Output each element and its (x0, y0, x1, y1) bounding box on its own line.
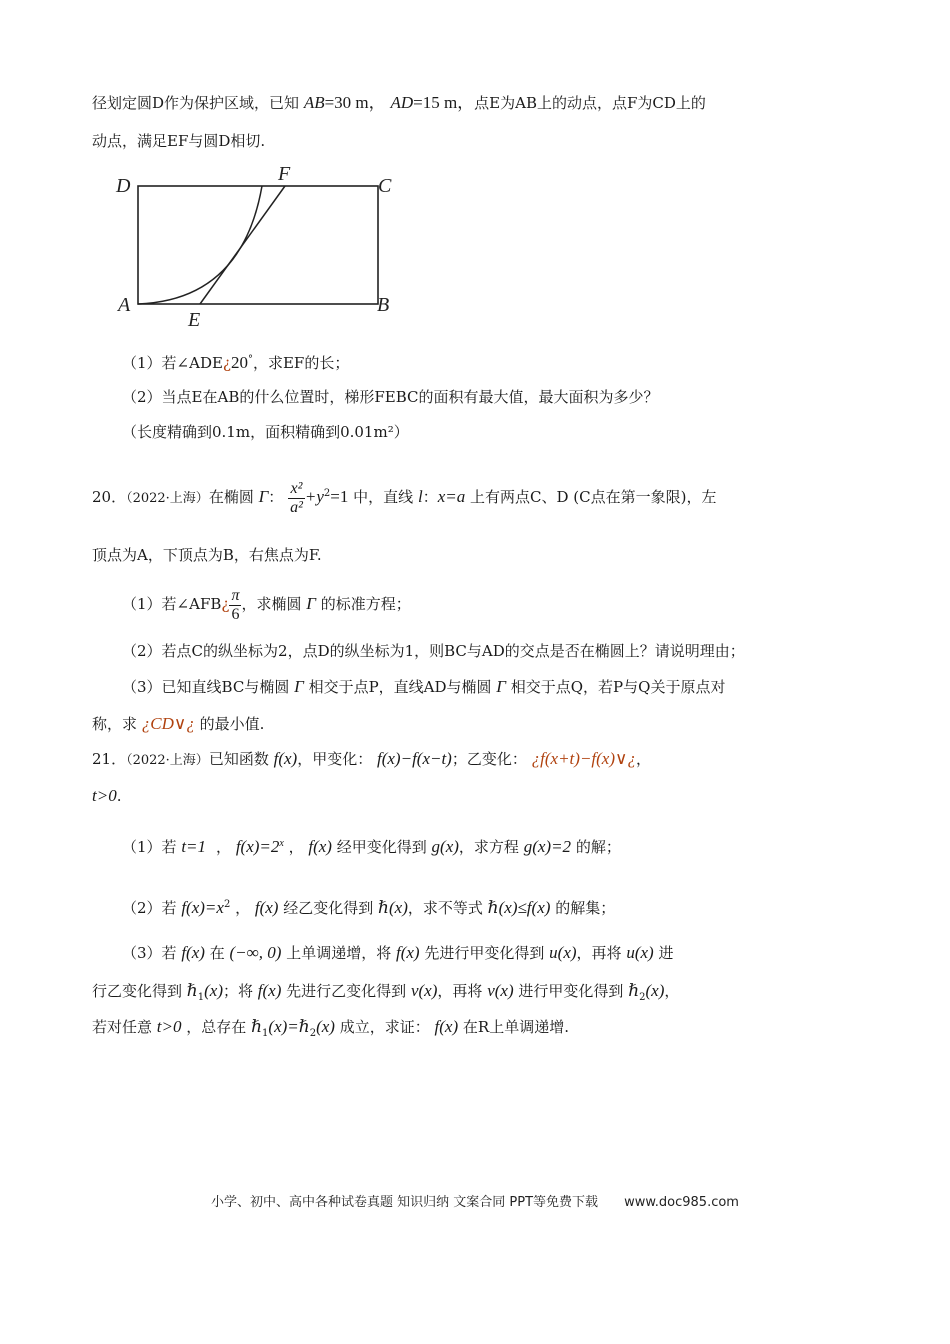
q21-part3-line3: 若对任意 t>0 ，总存在 ℏ$_1$(x)=ℏ$_2$(x) 成立，求证： f(x) 在R上单调递增. (92, 1017, 569, 1039)
label-d: D (116, 175, 131, 197)
q19-intro-line1: 径划定圆D作为保护区域，已知 AB=30 m， AD=15 m，点E为AB上的动点，点F为CD上的 (92, 93, 706, 112)
q21-part3-line2: 行乙变化得到 ℏ$_1$(x)；将 f(x) 先进行乙变化得到 v(x)，再将 v(x) 进行甲变化得到 ℏ$_2$(x)， (92, 981, 680, 1003)
q19-part3: （长度精确到0.1m，面积精确到0.01m²） (122, 423, 409, 441)
q21-part2: （2）若 $f(x)=x^2$ ， f(x) 经乙变化得到 ℏ(x)，求不等式 ℏ(x)≤f(x) 的解集； (122, 898, 616, 917)
label-f: F (278, 163, 291, 185)
q21-part1: （1）若 t=1 ， $f(x)=2^x$ ， f(x) 经甲变化得到 g(x)，求方程 g(x)=2 的解； (122, 837, 621, 856)
footer-text: 小学、初中、高中各种试卷真题 知识归纳 文案合同 PPT等免费下载 (211, 1195, 599, 1210)
page-footer (0, 1191, 950, 1210)
ab-label: AB (303, 93, 325, 112)
q20-stem-line2: 顶点为A，下顶点为B，右焦点为F. (92, 546, 322, 564)
q20-stem-line1: 20．（2022·上海）在椭圆 Γ： $\frac{\text{x²}}{\text{a²}}$ $+y^2=1$ 中，直线 l：x=a 上有两点C、D (C点在第一象限)，左 (92, 479, 717, 516)
tangent-line-ef (200, 186, 285, 304)
label-c: C (378, 175, 392, 197)
q19-part1: （1）若∠ADE¿20°，求EF的长； (122, 353, 350, 372)
pi-over-6-fraction: $\frac{\pi}{6}$ (231, 586, 240, 623)
q20-part3-line1: （3）已知直线BC与椭圆 Γ 相交于点P，直线AD与椭圆 Γ 相交于点Q，若P与Q关于原点对 (122, 677, 726, 696)
q21-stem-line2: t>0. (92, 786, 122, 805)
ad-label: AD (390, 93, 414, 112)
q20-part1: （1）若∠AFB¿ $\frac{\pi}{6}$ ，求椭圆 Γ 的标准方程； (122, 586, 411, 623)
rectangle-figure (112, 160, 412, 330)
label-e: E (188, 309, 201, 330)
label-a: A (118, 294, 131, 316)
q20-part2: （2）若点C的纵坐标为2，点D的纵坐标为1，则BC与AD的交点是否在椭圆上？请说明理由； (122, 642, 745, 660)
ellipse-fraction: $\frac{\text{x²}}{\text{a²}}$ (290, 479, 303, 516)
q20-part3-line2: 称，求 ¿CD∨¿ 的最小值. (92, 714, 265, 733)
footer-site-link[interactable]: www.doc985.com (624, 1195, 739, 1210)
q19-part2: （2）当点E在AB的什么位置时，梯形FEBC的面积有最大值，最大面积为多少？ (122, 388, 659, 406)
q21-stem-line1: 21．（2022·上海）已知函数 f(x)，甲变化： f(x)−f(x−t)；乙变化： ¿f(x+t)−f(x)∨¿， (92, 749, 651, 768)
label-b: B (377, 294, 390, 316)
q21-part3-line1: （3）若 f(x) 在 (−∞, 0) 上单调递增，将 f(x) 先进行甲变化得到 u(x)，再将 u(x) 进 (122, 943, 674, 962)
q19-intro-line2: 动点，满足EF与圆D相切. (92, 132, 266, 150)
